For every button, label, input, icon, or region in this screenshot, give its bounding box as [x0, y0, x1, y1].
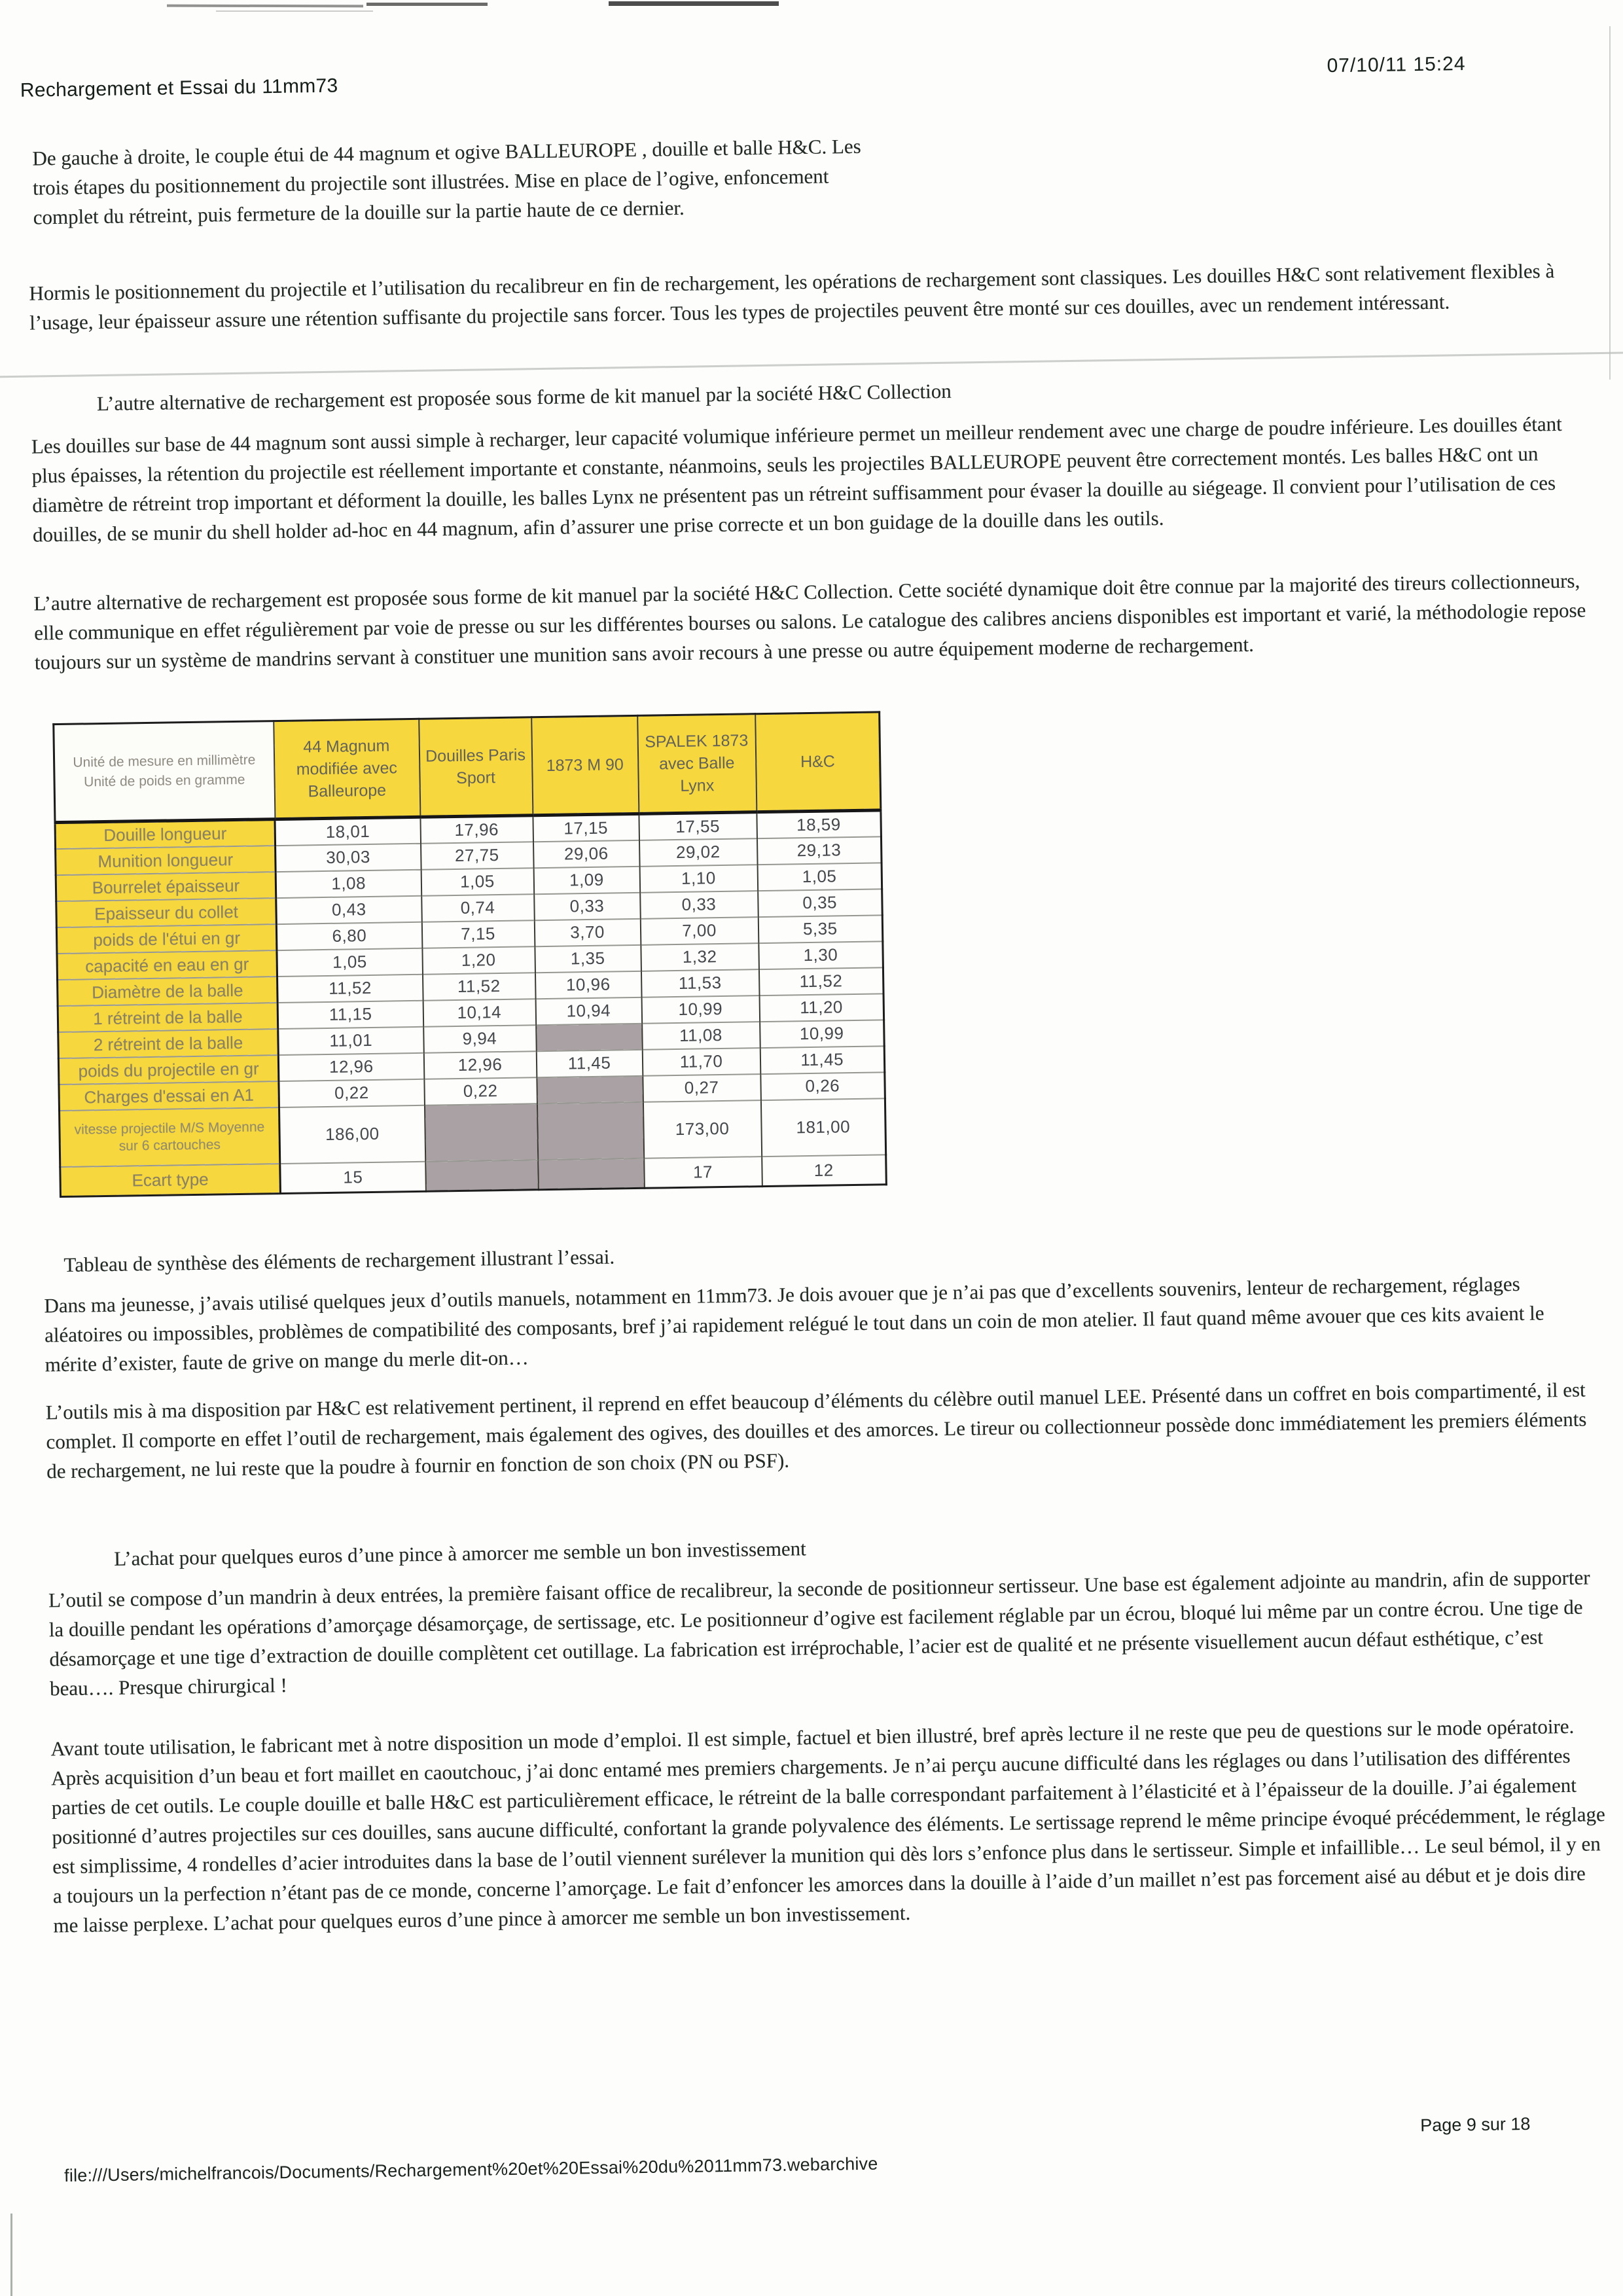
table-cell: 3,70 [534, 918, 641, 946]
paragraph-operations: Hormis le positionnement du projectile et l’utilisation du recalibreur en fin de rechargement, les opérations de rechargement sont classiques. Les douilles H&C sont relativement flexibles à l’usage, leur épaisseur assure une rétention suffisante du projectile sans forcer. Tous les types de projectiles peuvent être monté sur ces douilles, avec un rendement intéressant. [29, 259, 1555, 334]
row-label: poids du projectile en gr [58, 1055, 279, 1085]
table-cell: 17,96 [420, 816, 533, 844]
column-header-paris-sport: Douilles Paris Sport [419, 717, 533, 817]
footer-file-url: file:///Users/michelfrancois/Documents/Rechargement%20et%20Essai%20du%2011mm73.webarchive [63, 2153, 878, 2186]
table-cell: 11,08 [642, 1022, 760, 1050]
table-cell: 1,05 [277, 948, 423, 976]
unit-note-cell [54, 721, 275, 823]
scan-edge-line [10, 2214, 12, 2296]
table-cell: 7,15 [421, 920, 535, 948]
row-label: 2 rétreint de la balle [58, 1029, 279, 1058]
table-cell: 29,06 [533, 840, 640, 867]
paragraph-douilles-44magnum: Les douilles sur base de 44 magnum sont aussi simple à recharger, leur capacité volumique inférieure permet un meilleur rendement avec une charge de poudre inférieure. Les douilles étant plus épaisses, la rétention du projectile est réellement importante et constante, néanmoins, seuls les projectiles BALLEUROPE peuvent être correctement montés. Les balles H&C ont un diamètre de rétreint trop important et déforment la douille, les balles Lynx ne présentent pas un rétreint suffisamment pour évaser la douille au siégeage. Il convient pour l’utilisation de ces douilles, de se munir du shell holder ad-hoc en 44 magnum, afin d’assurer une prise correcte et un bon guidage de la douille dans les outils. [31, 412, 1562, 547]
table-cell: 11,53 [641, 969, 759, 997]
table-cell-empty [424, 1103, 537, 1162]
row-label: Bourrelet épaisseur [56, 872, 276, 901]
table-cell: 12,96 [278, 1052, 424, 1081]
table-cell: 181,00 [760, 1098, 885, 1157]
table-cell: 11,45 [760, 1046, 885, 1074]
table-cell-empty [537, 1075, 643, 1103]
footer-page-number: Page 9 sur 18 [1420, 2113, 1531, 2136]
table-cell: 11,52 [277, 974, 423, 1002]
reloading-synthesis-table [52, 711, 887, 1198]
table-cell: 17 [644, 1157, 762, 1189]
print-datetime: 07/10/11 15:24 [1327, 52, 1466, 77]
table-cell: 0,22 [424, 1077, 537, 1105]
paragraph-outil-hc: L’outils mis à ma disposition par H&C est relativement pertinent, il reprend en effet beaucoup d’éléments du célèbre outil manuel LEE. Présenté dans un coffret en bois compartimenté, il est complet. Il comporte en effet l’outil de rechargement, mais également des ogives, des douilles et des amorces. Le tireur ou collectionneur possède donc immédiatement les premiers éléments de rechargement, ne lui reste que la poudre à fournir en fonction de son choix (PN ou PSF). [45, 1378, 1587, 1483]
table-cell: 0,74 [421, 894, 535, 922]
table-cell: 1,08 [276, 869, 421, 897]
table-cell: 5,35 [758, 915, 883, 943]
table-cell: 0,22 [279, 1079, 425, 1107]
table-cell: 1,05 [757, 863, 882, 891]
table-cell: 0,26 [760, 1072, 885, 1100]
table-cell: 11,52 [758, 967, 883, 996]
table-cell: 173,00 [643, 1100, 761, 1158]
table-cell: 11,70 [642, 1048, 760, 1076]
table-cell: 29,02 [639, 838, 757, 867]
table-cell: 11,45 [536, 1049, 643, 1077]
row-label: poids de l'étui en gr [56, 924, 277, 954]
table-cell: 17,15 [533, 814, 639, 841]
table-cell: 10,99 [641, 996, 760, 1024]
table-cell: 1,09 [533, 866, 640, 893]
table-cell: 1,35 [535, 944, 641, 972]
paragraph-hc-collection: L’autre alternative de rechargement est proposée sous forme de kit manuel par la société H&C Collection. Cette société dynamique doit être connue par la majorité des tireurs collectionneurs, elle communique en effet régulièrement par voie de presse ou sur les différentes bourses ou salons. Le catalogue des calibres anciens disponibles est important et varié, la méthodologie repose toujours sur un système de mandrins servant à constituer une munition sans avoir recours à une presse ou autre équipement moderne de rechargement. [33, 569, 1586, 674]
paragraph-mandrin: L’outil se compose d’un mandrin à deux entrées, la première faisant office de recalibreur, la seconde de positionneur sertisseur. Une base est également adjointe au mandrin, afin de supporter la douille pendant les opérations d’amorçage désamorçage, de sertissage, etc. Le positionneur d’ogive est facilement réglable par un écrou, bloqué lui même par un contre écrou. Une tige de désamorçage et une tige d’extraction de douille complètent cet outillage. La fabrication est irréprochable, l’acier est de qualité et ne présente visuellement aucun défaut esthétique, c’est beau…. Presque chirurgical ! [48, 1566, 1590, 1700]
table-cell: 18,59 [757, 810, 882, 838]
table-cell: 1,30 [758, 941, 883, 969]
page-title: Rechargement et Essai du 11mm73 [20, 75, 338, 101]
table-caption: Tableau de synthèse des éléments de rechargement illustrant l’essai. [63, 1245, 615, 1276]
table-cell-empty [538, 1158, 645, 1189]
row-label: Ecart type [60, 1164, 281, 1197]
table-cell: 29,13 [757, 836, 882, 865]
table-cell: 0,27 [643, 1074, 761, 1102]
row-label: Munition longueur [56, 846, 276, 875]
row-label: vitesse projectile M/S Moyenne sur 6 cartouches [60, 1107, 280, 1167]
table-cell: 18,01 [275, 817, 421, 845]
row-label: Douille longueur [55, 819, 276, 849]
row-label: Epaisseur du collet [56, 898, 277, 927]
table-cell: 10,94 [535, 997, 642, 1024]
table-cell-empty [536, 1023, 643, 1050]
table-cell: 12,96 [423, 1051, 537, 1079]
table-cell: 1,20 [422, 946, 535, 975]
table-cell-empty [537, 1102, 643, 1159]
table-cell: 11,15 [277, 1000, 423, 1028]
paragraph-caption-intro: De gauche à droite, le couple étui de 44 magnum et ogive BALLEUROPE , douille et balle H&C. Les trois étapes du positionnement du projectile sont illustrées. Mise en place de l’ogive, enfoncement complet du rétreint, puis fermeture de la douille sur la partie haute de ce dernier. [32, 134, 861, 229]
table-cell: 1,10 [639, 865, 758, 893]
table-cell: 10,99 [760, 1020, 885, 1048]
table-cell: 11,52 [422, 973, 535, 1001]
table-cell: 10,96 [535, 971, 641, 998]
column-header-hc: H&C [755, 712, 881, 812]
table-cell: 6,80 [276, 922, 422, 950]
table-cell: 9,94 [423, 1025, 537, 1053]
callout-pince-amorcer: L’achat pour quelques euros d’une pince à amorcer me semble un bon investissement [113, 1537, 807, 1570]
table-cell: 7,00 [640, 917, 758, 945]
table-cell: 11,01 [278, 1026, 424, 1054]
table-cell: 12 [762, 1155, 887, 1187]
table-cell: 0,33 [640, 891, 758, 919]
table-cell: 1,32 [641, 943, 759, 971]
table-cell: 0,43 [276, 895, 422, 924]
column-header-44magnum: 44 Magnum modifiée avec Balleurope [274, 719, 420, 819]
unit-note-line2: Unité de poids en gramme [84, 772, 245, 790]
row-label: Charges d'essai en A1 [59, 1081, 279, 1111]
paragraph-utilisation: Avant toute utilisation, le fabricant met à notre disposition un mode d’emploi. Il est simple, factuel et bien illustré, bref après lecture il ne reste que peu de questions sur le mode opératoire. Après acquisition d’un beau et fort maillet en caoutchouc, j’ai donc entamé mes premiers chargements. Je n’ai perçu aucune difficulté dans les réglages ou dans l’utilisation des différentes parties de cet outils. Le couple douille et balle H&C est particulièrement efficace, le rétreint de la balle correspondant parfaitement à l’élasticité et à l’épaisseur de la douille. J’ai également positionné d’autres projectiles sur ces douilles, sans aucune difficulté, confortant la grande polyvalence des éléments. Le sertissage reprend le même principe évoqué précédemment, le réglage est simplissime, 4 rondelles d’acier introduites dans la base de l’outil viennent surélever la munition qui dès lors s’enfonce plus dans le sertisseur. Simple et infaillible… Le seul bémol, il y en a toujours un la perfection n’étant pas de ce monde, concerne l’amorçage. Le fait d’enfoncer les amorces dans la douille à l’aide d’un maillet n’est pas forcement aisé au début et je dois dire me laisse perplexe. L’achat pour quelques euros d’une pince à amorcer me semble un bon investissement. [50, 1714, 1605, 1937]
table-cell: 17,55 [639, 812, 757, 840]
table-cell: 10,14 [423, 999, 536, 1027]
column-header-spalek: SPALEK 1873 avec Balle Lynx [637, 714, 757, 814]
table-header-row [54, 712, 881, 823]
table-cell: 11,20 [759, 994, 884, 1022]
callout-alternative: L’autre alternative de rechargement est proposée sous forme de kit manuel par la société H&C Collection [96, 379, 952, 416]
row-label: 1 rétreint de la balle [58, 1003, 278, 1032]
table-cell: 30,03 [276, 843, 421, 871]
table-cell: 0,33 [534, 892, 641, 920]
table-cell: 1,05 [421, 868, 534, 896]
table-cell: 15 [280, 1161, 426, 1193]
table-cell: 186,00 [279, 1105, 425, 1163]
table-cell: 0,35 [758, 889, 883, 917]
row-label: Diamètre de la balle [58, 977, 278, 1006]
unit-note-line1: Unité de mesure en millimètre [73, 752, 256, 770]
column-header-1873m90: 1873 M 90 [531, 715, 639, 815]
row-label: capacité en eau en gr [57, 950, 277, 980]
paragraph-jeunesse: Dans ma jeunesse, j’avais utilisé quelques jeux d’outils manuels, notamment en 11mm73. Je dois avouer que je n’ai pas que d’excellents souvenirs, lenteur de rechargement, réglages aléatoires ou impossibles, problèmes de compatibilité des composants, bref j’ai rapidement relégué le tout dans un coin de mon atelier. Il faut quand même avouer que ces kits avaient le mérite d’exister, faute de grive on mange du merle dit-on… [44, 1272, 1544, 1376]
table-cell: 27,75 [421, 842, 534, 870]
table-cell-empty [425, 1160, 539, 1192]
